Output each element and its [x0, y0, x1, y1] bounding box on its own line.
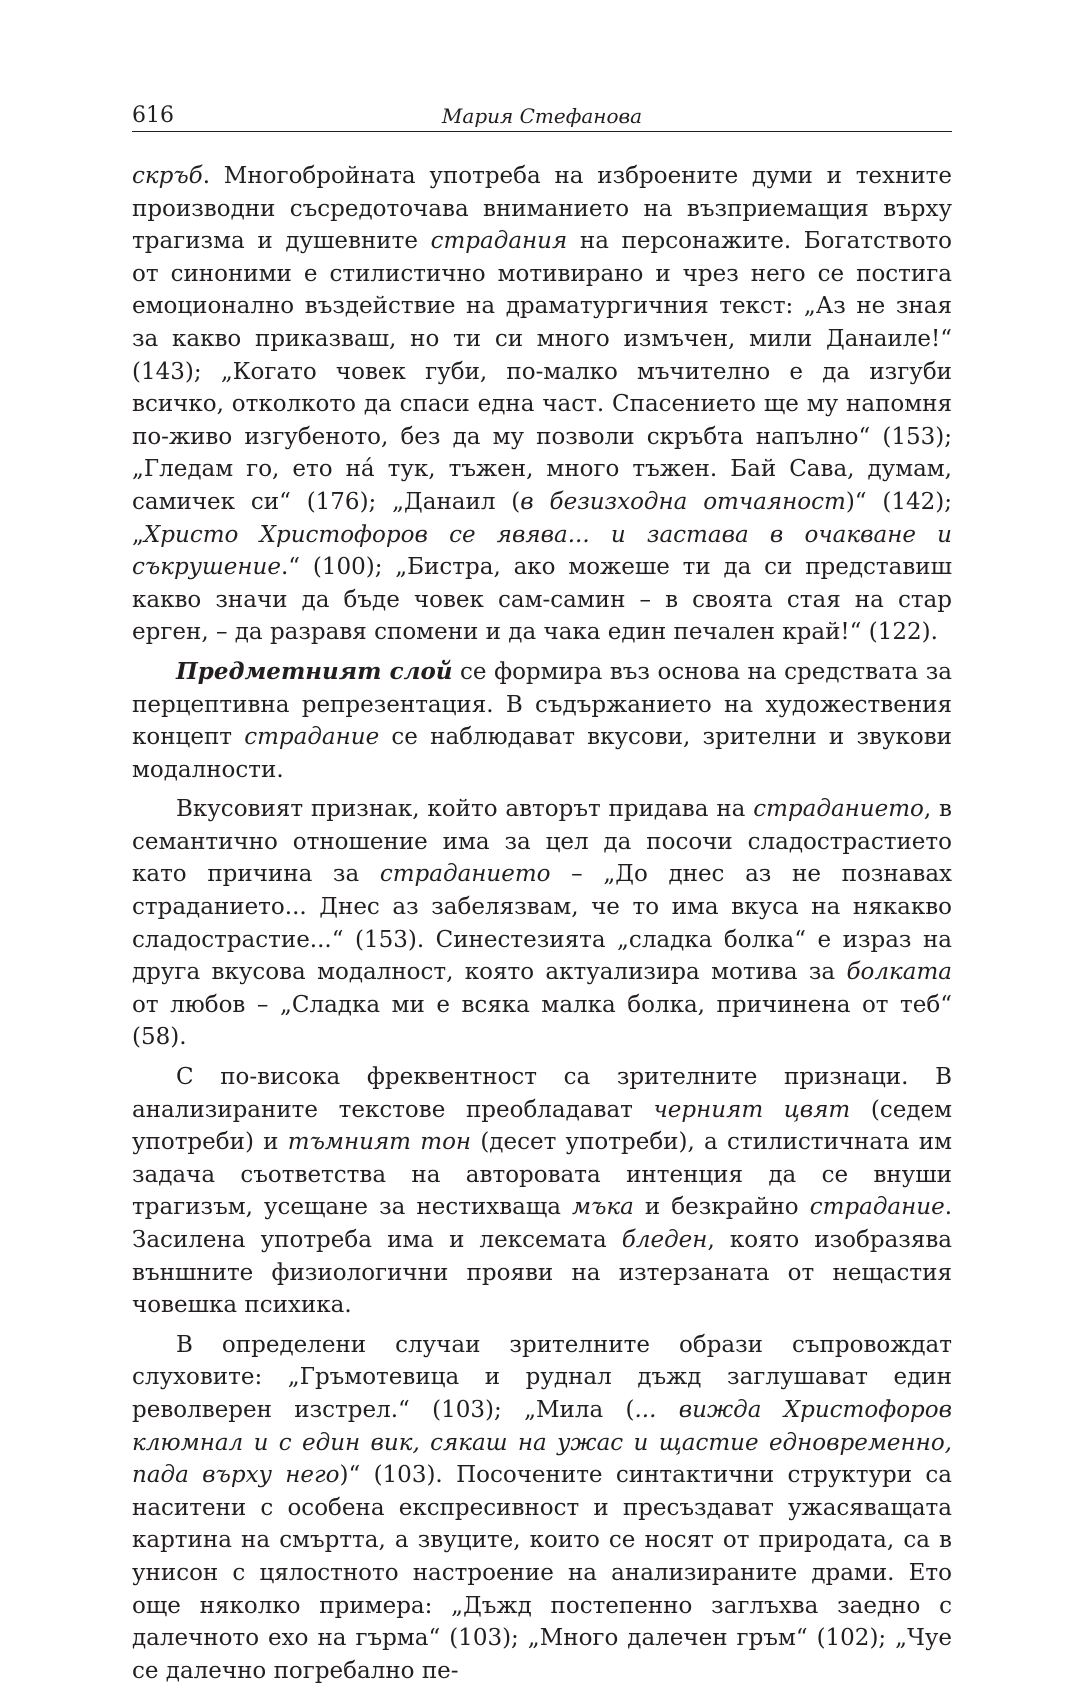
text-segment: черният цвят [653, 1096, 851, 1123]
paragraph-3 [132, 793, 952, 1054]
text-segment: страдания [430, 228, 568, 255]
page-number: 616 [132, 103, 174, 128]
text-segment: в безизходна отчаяност [520, 488, 846, 515]
text-segment: (седем употреби) и [132, 1096, 952, 1156]
text-segment: )“ (142); „ [132, 488, 952, 548]
paragraph-4 [132, 1061, 952, 1322]
text-segment: ... вижда Христофоров клюмнал и с един вик, сякаш на ужас и щастие едновременно, пада върху него [132, 1396, 952, 1489]
text-segment: скръб [132, 163, 203, 189]
text-segment: , в семантично отношение има за цел да посочи сладострастието като причина за [132, 796, 953, 888]
text-segment: се наблюдават вкусови, зрителни и звукови модалности. [132, 724, 952, 783]
text-segment: страданието [753, 796, 924, 823]
text-segment: (десет употреби), а стилистичната им задача съответства на авторовата интенция да се внуши трагизъм, усещане за нестихваща [132, 1129, 952, 1221]
body-text [132, 160, 952, 1694]
text-segment: мъка [572, 1194, 634, 1221]
text-segment: страдание [244, 724, 380, 751]
text-segment: Вкусовият признак, който авторът придава на [176, 796, 754, 823]
text-segment: на персонажите. Богатството от синоними е стилистично мотивирано и чрез него се постига емоционално въздействие на драматургичния текст: „Аз не зная за какво приказваш, но ти си много измъчен, мили Данаиле!“ (143); „Когато човек губи, по-малко мъчително е да изгуби всичко, отколкото да спаси една част. Спасението ще му напомня по-живо изгубеното, без да му позволи скръбта напълно“ (153); „Гледам го, ето на́ тук, тъжен, много тъжен. Бай Сава, думам, самичек си“ (176); „Данаил ( [132, 228, 952, 515]
paragraph-1 [132, 160, 952, 649]
text-segment: бледен [621, 1227, 708, 1253]
text-segment: )“ (103). Посочените синтактични структури са наситени с особена експресивност и пресъздават ужасяващата картина на смъртта, а звуците, които се носят от природата, са в унисон с цялостното настроение на анализираните драми. Ето още няколко примера: „Дъжд постепенно заглъхва заедно с далечното ехо на гърма“ (103); „Много далечен гръм“ (102); „Чуе се далечно погребално пе- [132, 1462, 952, 1684]
text-segment: се формира въз основа на средствата за перцептивна репрезентация. В съдържанието на художествения концепт [132, 658, 952, 751]
text-segment: .“ (100); „Бистра, ако можеше ти да си представиш какво значи да бъде човек сам-самин – в своята стая на стар ерген, – да разравя спомени и да чака един печален край!“ (122). [132, 554, 952, 646]
text-segment: тъмният тон [287, 1129, 472, 1156]
text-segment: от любов – „Сладка ми е всяка малка болка, причинена от теб“ (58). [132, 991, 952, 1051]
running-header [132, 101, 952, 132]
text-segment: страдание [809, 1194, 945, 1221]
section-term: Предметният слой [176, 657, 453, 685]
text-segment: . Засилена употреба има и лексемата [132, 1194, 952, 1253]
text-segment: С по-висока фреквентност са зрителните признаци. В анализираните текстове преобладават [132, 1064, 952, 1123]
text-segment: – „До днес аз не познавах страданието... Днес аз забелязвам, че то има вкуса на някакво сладострастие...“ (153). Синестезията „сладка болка“ е израз на друга вкусова модалност, която актуализира мотива за [132, 861, 953, 986]
text-segment: . Многобройната употреба на изброените думи и техните производни съсредоточава вниманието на възприемащия върху трагизма и душевните [132, 163, 952, 255]
paragraph-2 [132, 656, 952, 786]
text-segment: болката [846, 959, 952, 986]
text-segment: Христо Христофоров се явява... и застава в очакване и съкрушение [132, 521, 952, 581]
running-head-author: Мария Стефанова [441, 104, 643, 128]
text-segment: и безкрайно [633, 1194, 810, 1221]
text-segment: , която изобразява външните физиологични прояви на изтерзаната от нещастия човешка психика. [132, 1227, 952, 1319]
text-segment: В определени случаи зрителните образи съпровождат слуховите: „Гръмотевица и руднал дъжд заглушават един револверен изстрел.“ (103); „Мила ( [132, 1331, 952, 1423]
text-segment: страданието [379, 861, 551, 888]
paragraph-5 [132, 1329, 952, 1688]
